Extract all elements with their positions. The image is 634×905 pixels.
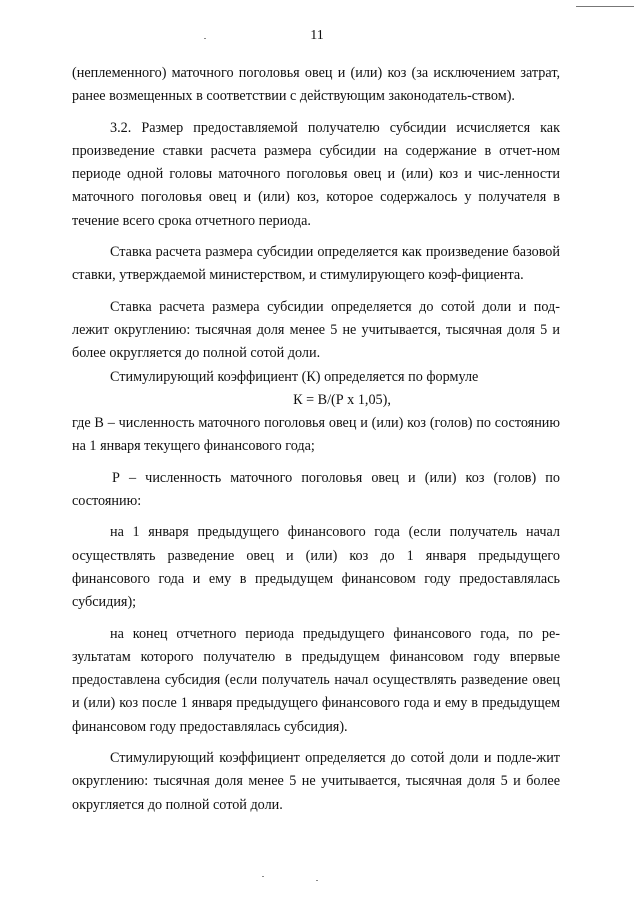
paragraph-coefficient-intro: Стимулирующий коэффициент (К) определяется по формуле — [110, 368, 479, 385]
formula: К = В/(Р x 1,05), — [293, 391, 391, 408]
paragraph-coefficient-rounding: Стимулирующий коэффициент определяется до сотой доли и подле-жит округлению: тысячная доля менее 5 не учитывается, тысячная доля 5 и более округляется до полной сотой доли. — [72, 750, 560, 813]
paragraph-clause-3-2: 3.2. Размер предоставляемой получателю субсидии исчисляется как произведение ставки расчета размера субсидии на содержание в отчет-ном периоде одной головы маточного поголовья овец и (или) коз и чис-ленности маточного поголовья овец и (или) коз, которое содержалось у получателя в течение всего срока отчетного периода. — [72, 119, 560, 229]
paragraph-option-period-end: на конец отчетного периода предыдущего финансового года, по ре-зультатам которого получателю в предыдущем финансовом году впервые предоставлена субсидия (если получатель начал осуществлять разведение овец и (или) коз после 1 января предыдущего финансового года и ему в предыдущем финансовом году предоставлялась субсидия). — [72, 625, 560, 735]
paragraph-continuation: (неплеменного) маточного поголовья овец и (или) коз (за исключением затрат, ранее возмещенных в соответствии с действующим законодатель-ством). — [72, 65, 560, 105]
scan-speck — [316, 880, 318, 881]
document-body — [72, 62, 560, 817]
paragraph-rate-definition: Ставка расчета размера субсидии определяется как произведение базовой ставки, утверждаемой министерством, и стимулирующего коэф-фициента. — [72, 244, 560, 284]
paragraph-variable-b: где В – численность маточного поголовья овец и (или) коз (голов) по состоянию на 1 января текущего финансового года; — [72, 415, 560, 455]
scan-edge-line — [576, 6, 634, 7]
page-number: 11 — [310, 28, 324, 43]
scan-speck — [262, 876, 264, 877]
paragraph-variable-p: Р – численность маточного поголовья овец и (или) коз (голов) по состоянию: — [72, 469, 560, 510]
paragraph-option-january: на 1 января предыдущего финансового года (если получатель начал осуществлять разведение овец и (или) коз до 1 января предыдущего финансового года и ему в предыдущем финансовом году предоставлялась субсидия); — [72, 524, 560, 611]
paragraph-rate-rounding: Ставка расчета размера субсидии определяется до сотой доли и под-лежит округлению: тысячная доля менее 5 не учитывается, тысячная доля 5 и более округляется до полной сотой доли. — [72, 298, 560, 362]
